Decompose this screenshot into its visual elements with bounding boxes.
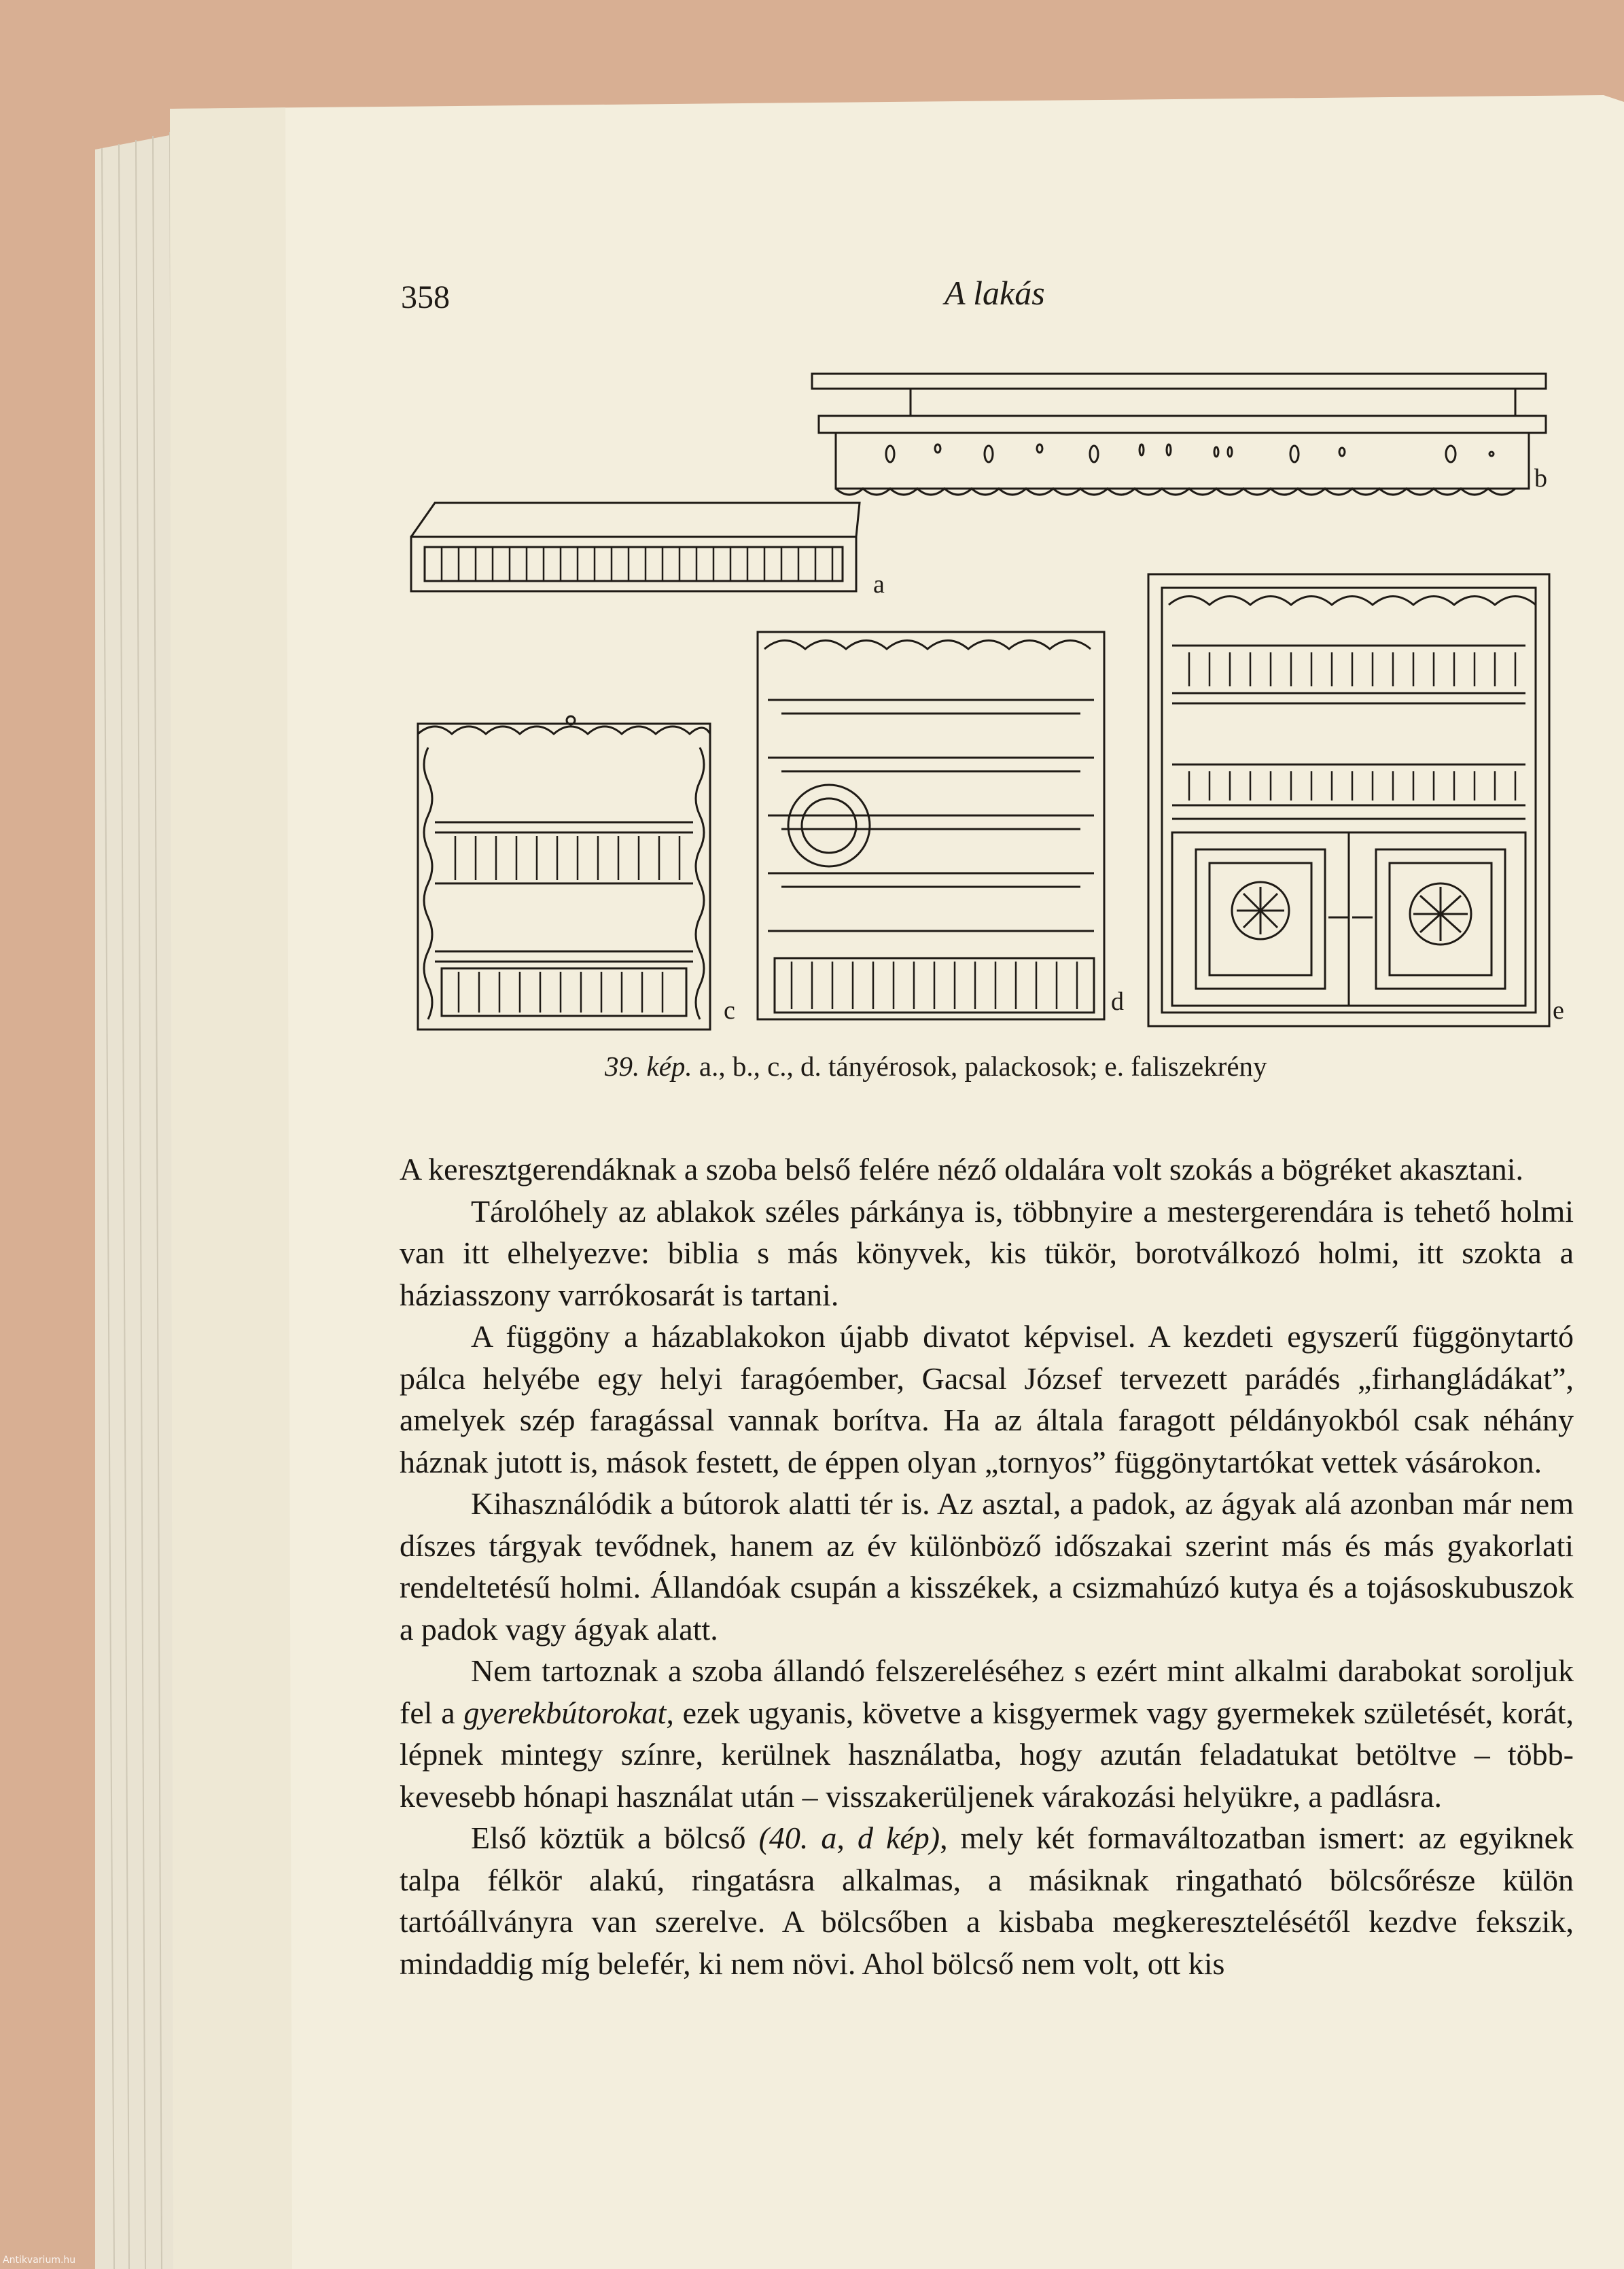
paragraph-5-emphasis: gyerekbútorokat, xyxy=(463,1695,674,1730)
caption-text: a., b., c., d. tányérosok, palackosok; e. faliszekrény xyxy=(692,1051,1267,1082)
figure-label-c: c xyxy=(724,996,735,1025)
paragraph-5-start: Nem tartoznak a szoba állandó felszereléséhez s ezért mint alkalmi darabokat soroljuk fel a xyxy=(400,1653,1574,1730)
paragraph-1: A keresztgerendáknak a szoba belső felére néző oldalára volt szokás a bögréket akasztani. xyxy=(400,1152,1523,1186)
paragraph-5-end: ezek ugyanis, követve a kisgyermek vagy gyermekek születését, korát, lépnek mintegy színre, kerülnek használatba, hogy azután feladatukat betöltve – több-kevesebb hónapi használat után – visszakerüljenek várakozási helyükre, a padlásra. xyxy=(400,1695,1574,1814)
figure-caption xyxy=(605,1050,1267,1083)
paragraph-6-emphasis: (40. a, d kép) xyxy=(758,1821,940,1855)
watermark: Antikvarium.hu xyxy=(3,2255,76,2266)
page-number: 358 xyxy=(401,279,450,315)
caption-number: 39. kép. xyxy=(605,1051,692,1082)
paragraph-2: Tárolóhely az ablakok széles párkánya is, többnyire a mestergerendára is tehető holmi van itt elhelyezve: biblia s más könyvek, kis tükör, borotválkozó holmi, itt szokta a háziasszony varrókosarát is tartani. xyxy=(400,1193,1574,1312)
running-head: A lakás xyxy=(945,274,1045,312)
page-gutter-shade xyxy=(170,107,292,2269)
figure-label-a: a xyxy=(873,570,885,599)
paragraph-6 xyxy=(400,1817,1574,1984)
paragraph-5 xyxy=(400,1650,1574,1817)
paragraph-6-start: Első köztük a bölcső xyxy=(471,1821,759,1855)
paragraph-6-end: , mely két formaváltozatban ismert: az egyiknek talpa félkör alakú, ringatásra alkalmas, a másiknak ringatható bölcsőrésze külön tartóállványra van szerelve. A bölcsőben a kisbaba megkeresztelésétől kezdve fekszik, mindaddig míg belefér, ki nem növi. Ahol bölcső nem volt, ott kis xyxy=(400,1821,1574,1981)
figure-label-b: b xyxy=(1534,464,1547,493)
figure-label-e: e xyxy=(1553,996,1564,1025)
body-text xyxy=(400,1148,1574,1984)
paragraph-4: Kihasználódik a bútorok alatti tér is. Az asztal, a padok, az ágyak alá azonban már nem díszes tárgyak tevődnek, hanem az év különböző időszakai szerint más és más gyakorlati rendeltetésű holmi. Állandóak csupán a kisszékek, a csizmahúzó kutya és a tojásoskubuszok a padok vagy ágyak alatt. xyxy=(400,1486,1574,1647)
figure-label-d: d xyxy=(1111,987,1124,1016)
paragraph-3: A függöny a házablakokon újabb divatot képvisel. A kezdeti egyszerű függönytartó pálca helyébe egy helyi faragóember, Gacsal József tervezett parádés „firhangládákat”, amelyek szép faragással vannak borítva. Ha az általa faragott példányokból csak néhány háznak jutott is, mások festett, de éppen olyan „tornyos” függönytartókat vettek vásárokon. xyxy=(400,1319,1574,1479)
